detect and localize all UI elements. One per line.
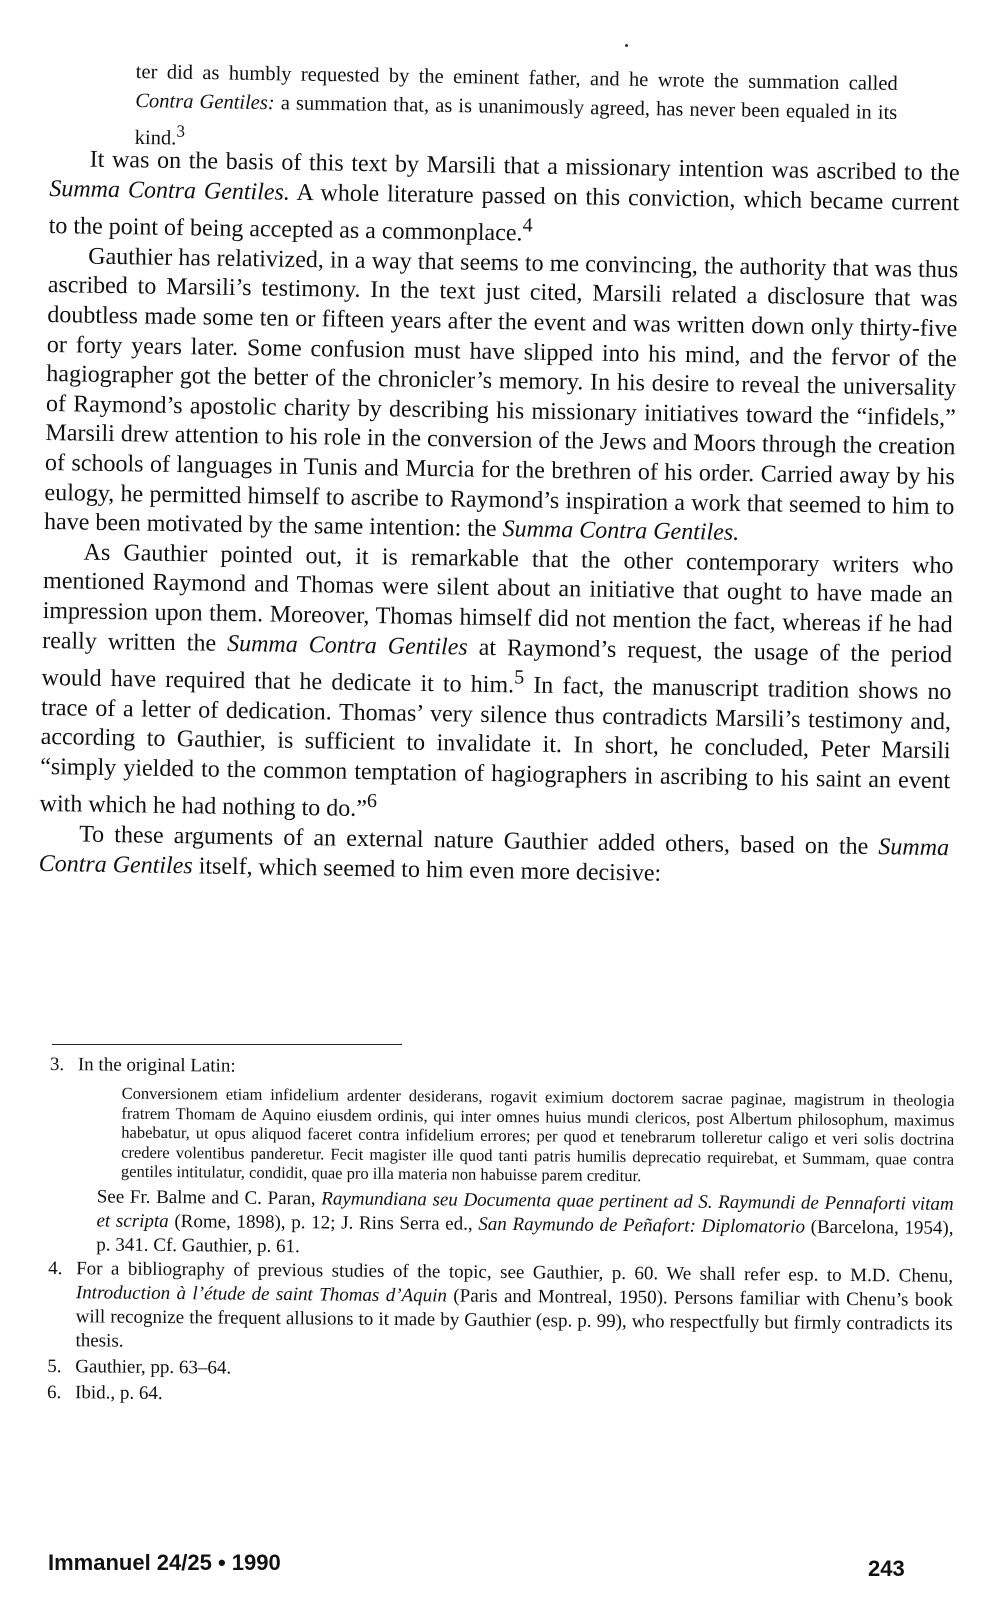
footnote-marker: 4 [522, 214, 533, 237]
footnote-text: Ibid., p. 64. [74, 1381, 163, 1404]
text-run: itself, which seemed to him even more decisive: [192, 852, 662, 887]
footnote-number: 3. [49, 1054, 65, 1076]
footnote-3 [48, 1053, 955, 1264]
text-run: (Rome, 1898), p. 12; J. Rins Serra ed., [168, 1210, 479, 1235]
text-run: at Raymond’s request, the usage of the period would have required that he dedicate it to him. [41, 634, 953, 699]
footnote-marker: 6 [366, 790, 378, 813]
paragraph [39, 538, 953, 835]
footnote-divider [52, 1044, 402, 1045]
text-run: (Barcelona, 1954), p. 341. Cf. Gauthier, p. 61. [96, 1216, 954, 1257]
footnote-number: 4. [48, 1257, 63, 1279]
text-run: a summation that, as is unanimously agreed, has never been equaled in its kind. [134, 92, 898, 150]
text-run: As Gauthier pointed out, it is remarkable that the other contemporary writers who mentioned Raymond and Thomas were silent about an initiative that ought to have made an impression upon them. Moreover, Thomas himself did not mention the fact, whereas if he had really written the [42, 539, 954, 657]
latin-quotation: Conversionem etiam infidelium ardenter desiderans, rogavit eximium doctorem sacrae paginae, magistrum in theologia fratrem Thomam de Aquino eiusdem ordinis, qui inter omnes huius mundi clericos, post Albertum philosophum, maximus habebatur, ut opus aliquod faceret contra infidelium errores; per quod et tenebrarum tolleretur caligo et veri solis doctrina credere volentibus panderetur. Fecit magister ille quod tanti patris humilis deprecatio requirebat, et Summam, quae contra gentiles intitulatur, condidit, quae pro illa materia non habuisse parem creditur. [120, 1083, 955, 1186]
footnote-number: 6. [46, 1381, 62, 1403]
text-run: A whole literature passed on this conviction, which became current to the point of being accepted as a commonplace. [48, 179, 960, 247]
paragraph [44, 242, 959, 552]
footnote-number: 5. [47, 1355, 62, 1377]
footnote-6 [47, 1380, 952, 1412]
footnote-text: Gauthier, pp. 63–64. [75, 1355, 232, 1379]
text-run: See Fr. Balme and C. Paran, [96, 1185, 322, 1209]
footnote-intro: In the original Latin: [77, 1054, 236, 1077]
journal-citation: Immanuel 24/25 • 1990 [48, 1550, 281, 1575]
text-run: It was on the basis of this text by Marsili that a missionary intention was ascribed to the [89, 146, 960, 187]
page-number: 243 [868, 1556, 905, 1581]
footnote-reference [96, 1185, 954, 1264]
footnote-text [75, 1257, 953, 1361]
italic-title: Raymundiana seu Documenta quae pertinent ad S. Raymundi de Pennaforti vitam et scripta [96, 1187, 954, 1232]
footnote-marker: 3 [176, 121, 186, 141]
footnote-marker: 5 [514, 666, 525, 689]
footnote-4 [47, 1256, 953, 1360]
text-run: In fact, the manuscript tradition shows no trace of a letter of dedication. Thomas’ very silence thus contradicts Marsili’s testimony and, according to Gauthier, is sufficient to invalidate it. In short, he concluded, Peter Marsili “simply yielded to the common temptation of hagiographers in ascribing to his saint an event with which he had nothing to do.” [39, 672, 952, 823]
text-run: Gauthier has relativized, in a way that seems to me convincing, the authority that was thus ascribed to Marsili’s testimony. In the text just cited, Marsili related a disclosure that was doubtless made some ten or fifteen years after the event and was written down only thirty-five or forty years later. Some confusion must have slipped into his mind, and the fervor of the hagiographer got the better of the chronicler’s memory. In his desire to reveal the universality of Raymond’s apostolic charity by describing his missionary initiatives toward the “infidels,” Marsili drew attention to his role in the conversion of the Jews and Moors through the creation of schools of languages in Tunis and Murcia for the brethren of his order. Carried away by his eulogy, he permitted himself to ascribe to Raymond’s inspiration a work that seemed to him to have been motivated by the same intention: the [43, 243, 959, 543]
italic-title: Introduction à l’étude de saint Thomas d’Aquin [75, 1281, 448, 1306]
speck [625, 44, 628, 47]
text-run: (Paris and Montreal, 1950). Persons familiar with Chenu’s book will recognize the frequent allusions to it made by Gauthier (esp. p. 99), who respectfully but firmly contradicts its thesis. [75, 1284, 953, 1352]
italic-title: Summa Contra Gentiles. [49, 175, 291, 206]
italic-title: Contra Gentiles: [135, 89, 275, 115]
italic-title: San Raymundo de Peñafort: Diplomatorio [478, 1213, 806, 1238]
italic-title: Summa Contra Gentiles [226, 630, 468, 661]
text-run: To these arguments of an external nature Gauthier added others, based on the [78, 821, 879, 861]
text-run: For a bibliography of previous studies of the topic, see Gauthier, p. 60. We shall refer esp. to M.D. Chenu, [76, 1257, 954, 1287]
paragraph [48, 145, 959, 256]
main-text [38, 145, 959, 893]
italic-title: Summa Contra Gentiles [38, 834, 950, 879]
footnotes [47, 1053, 955, 1414]
text-run: ter did as humbly requested by the eminent father, and he wrote the summation called [135, 60, 898, 95]
italic-title: Summa Contra Gentiles. [502, 516, 740, 546]
